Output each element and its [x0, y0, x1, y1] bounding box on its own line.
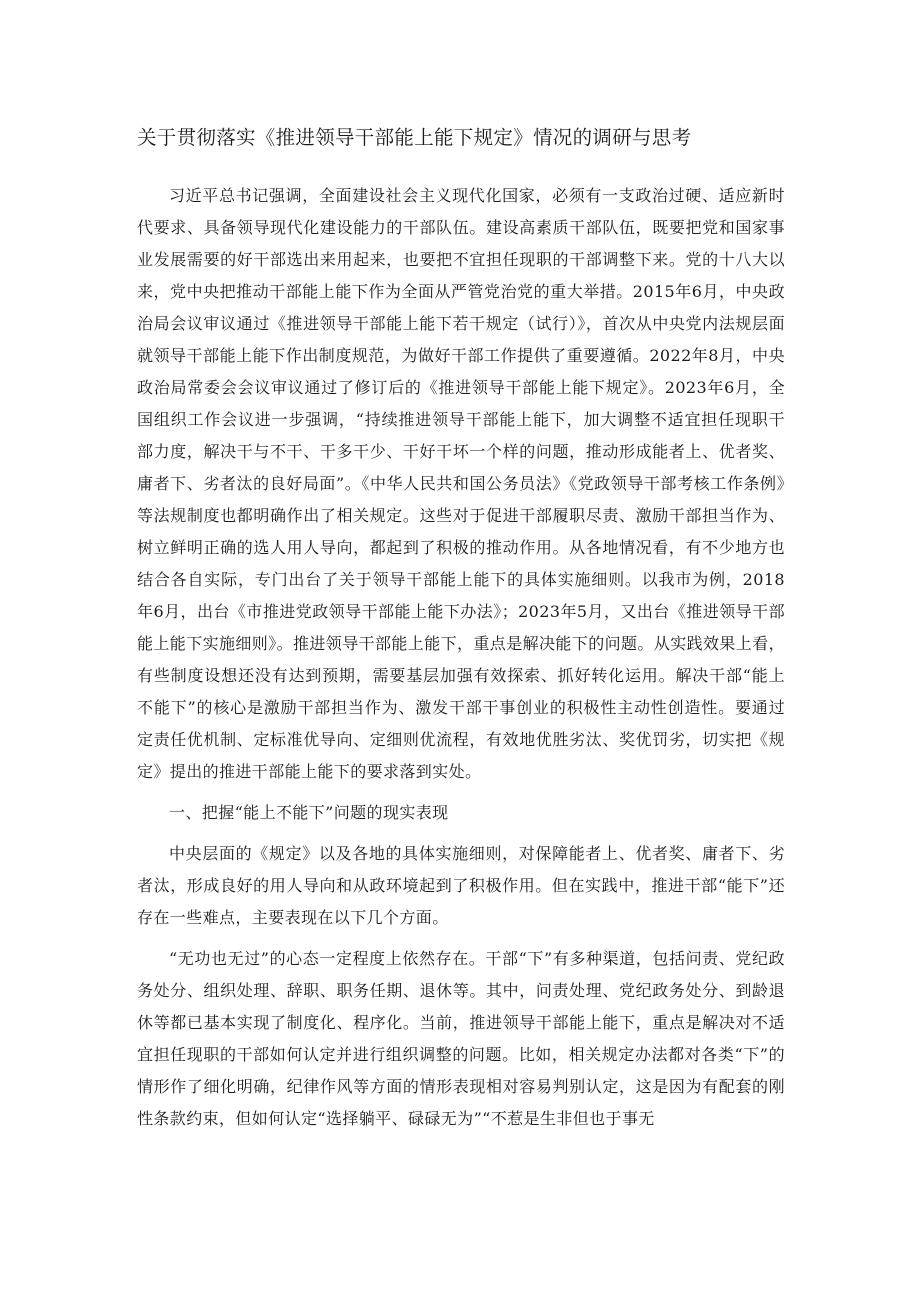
section-1-heading: 一、把握“能上不能下”问题的现实表现 [169, 803, 449, 822]
section-1-paragraph-1: 中央层面的《规定》以及各地的具体实施细则，对保障能者上、优者奖、庸者下、劣者汰，形成良好的用人导向和从政环境起到了积极作用。但在实践中，推进干部“能下”还存在一些难点，主要表现在以下几个方面。 [137, 844, 785, 927]
document-title: 关于贯彻落实《推进领导干部能上能下规定》情况的调研与思考 [137, 126, 692, 149]
document-page [137, 118, 785, 1135]
section-1-paragraph-2: “无功也无过”的心态一定程度上依然存在。干部“下”有多种渠道，包括问责、党纪政务处分、组织处理、辞职、职务任期、退休等。其中，问责处理、党纪政务处分、到龄退休等都已基本实现了制度化、程序化。当前，推进领导干部能上能下，重点是解决对不适宜担任现职的干部如何认定并进行组织调整的问题。比如，相关规定办法都对各类“下”的情形作了细化明确，纪律作风等方面的情形表现相对容易判别认定，这是因为有配套的刚性条款约束，但如何认定“选择躺平、碌碌无为”“不惹是生非但也于事无 [137, 949, 785, 1128]
intro-paragraph: 习近平总书记强调，全面建设社会主义现代化国家，必须有一支政治过硬、适应新时代要求、具备领导现代化建设能力的干部队伍。建设高素质干部队伍，既要把党和国家事业发展需要的好干部选出来用起来，也要把不宜担任现职的干部调整下来。党的十八大以来，党中央把推动干部能上能下作为全面从严管党治党的重大举措。2015年6月，中央政治局会议审议通过《推进领导干部能上能下若干规定（试行）》，首次从中央党内法规层面就领导干部能上能下作出制度规范，为做好干部工作提供了重要遵循。2022年8月，中央政治局常委会会议审议通过了修订后的《推进领导干部能上能下规定》。2023年6月，全国组织工作会议进一步强调，“持续推进领导干部能上能下，加大调整不适宜担任现职干部力度，解决干与不干、干多干少、干好干坏一个样的问题，推动形成能者上、优者奖、庸者下、劣者汰的良好局面”。《中华人民共和国公务员法》《党政领导干部考核工作条例》等法规制度也都明确作出了相关规定。这些对于促进干部履职尽责、激励干部担当作为、树立鲜明正确的选人用人导向，都起到了积极的推动作用。从各地情况看，有不少地方也结合各自实际，专门出台了关于领导干部能上能下的具体实施细则。以我市为例，2018年6月，出台《市推进党政领导干部能上能下办法》；2023年5月，又出台《推进领导干部能上能下实施细则》。推进领导干部能上能下，重点是解决能下的问题。从实践效果上看，有些制度设想还没有达到预期，需要基层加强有效探索、抓好转化运用。解决干部“能上不能下”的核心是激励干部担当作为、激发干部干事创业的积极性主动性创造性。要通过定责任优机制、定标准优导向、定细则优流程，有效地优胜劣汰、奖优罚劣，切实把《规定》提出的推进干部能上能下的要求落到实处。 [137, 186, 786, 781]
